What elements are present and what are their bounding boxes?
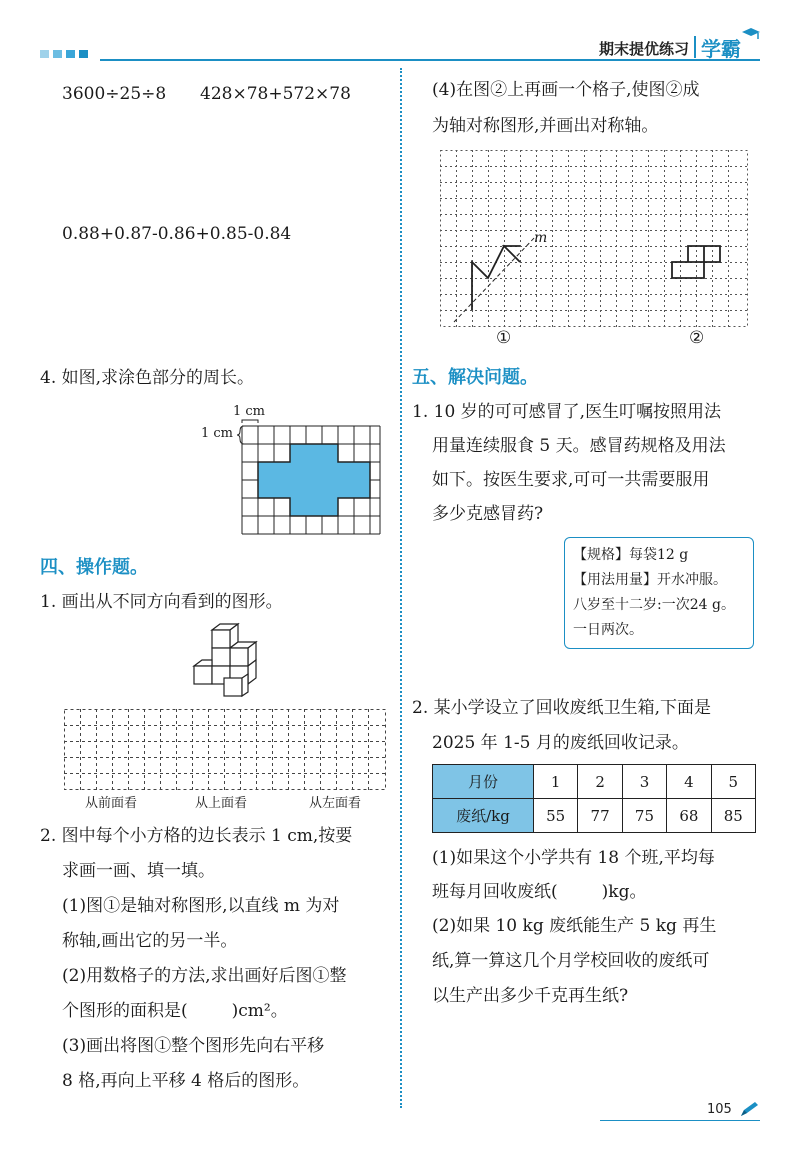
- medicine-dose: 八岁至十二岁:一次24 g。: [573, 597, 735, 613]
- operation-2-part1a: (1)图①是轴对称图形,以直线 m 为对: [62, 896, 340, 916]
- area-question-suffix: )cm²。: [231, 1001, 288, 1021]
- average-question-prefix: 班每月回收废纸(: [432, 882, 558, 902]
- table-header-month: 月份: [433, 765, 534, 799]
- operation-2-part2a: (2)用数格子的方法,求出画好后图①整: [62, 966, 347, 986]
- header-squares-icon: [40, 48, 100, 60]
- calc-expression-3: 0.88+0.87-0.86+0.85-0.84: [62, 224, 292, 244]
- calc-expression-2: 428×78+572×78: [200, 84, 351, 104]
- problem-2-part2b: 纸,算一算这几个月学校回收的废纸可: [432, 951, 710, 971]
- medicine-usage: 【用法用量】开水冲服。: [573, 572, 727, 588]
- question-4-part4b: 为轴对称图形,并画出对称轴。: [432, 116, 659, 136]
- line-m-label: m: [534, 230, 548, 246]
- shaded-cross-figure: [235, 412, 385, 538]
- page-number: 105: [707, 1102, 732, 1117]
- table-cell: 68: [667, 799, 711, 833]
- problem-2-line1: 2. 某小学设立了回收废纸卫生箱,下面是: [412, 698, 712, 718]
- problem-1-line1: 1. 10 岁的可可感冒了,医生叮嘱按照用法: [412, 402, 722, 422]
- view-drawing-grid: [64, 709, 386, 791]
- operation-2-part3b: 8 格,再向上平移 4 格后的图形。: [62, 1071, 310, 1091]
- operation-2-line2: 求画一画、填一填。: [62, 861, 215, 881]
- question-4-part4a: (4)在图②上再画一个格子,使图②成: [432, 80, 700, 100]
- operation-2-part2b: [62, 995, 288, 1027]
- table-cell: 77: [578, 799, 622, 833]
- operation-2-part3a: (3)画出将图①整个图形先向右平移: [62, 1036, 325, 1056]
- table-cell: 55: [534, 799, 578, 833]
- problem-2-part1a: (1)如果这个小学共有 18 个班,平均每: [432, 848, 715, 868]
- label-1cm-side: 1 cm: [201, 426, 234, 441]
- operation-2-line1: 2. 图中每个小方格的边长表示 1 cm,按要: [40, 826, 353, 846]
- header-divider: [694, 36, 696, 58]
- medicine-spec: 【规格】每袋12 g: [573, 547, 689, 563]
- brand-logo: 学霸: [701, 37, 741, 61]
- problem-1-line3: 如下。按医生要求,可可一共需要服用: [432, 470, 710, 490]
- header-decor: [40, 45, 100, 64]
- pencil-icon: [738, 1100, 760, 1118]
- section-4-title: 四、操作题。: [40, 557, 148, 578]
- table-cell: 1: [534, 765, 578, 799]
- label-top-view: 从上面看: [195, 796, 248, 811]
- average-question-suffix: )kg。: [601, 882, 647, 902]
- figure-2-label: ②: [689, 328, 705, 348]
- label-left-view: 从左面看: [309, 796, 362, 811]
- table-row: [433, 765, 756, 799]
- question-4: 4. 如图,求涂色部分的周长。: [40, 368, 255, 388]
- medicine-info-box: [564, 537, 754, 649]
- problem-2-part1b: [432, 876, 646, 908]
- problem-1-line4: 多少克感冒药?: [432, 504, 544, 524]
- medicine-frequency: 一日两次。: [573, 622, 643, 638]
- problem-2-line2: 2025 年 1-5 月的废纸回收记录。: [432, 733, 689, 753]
- area-question-prefix: 个图形的面积是(: [62, 1001, 188, 1021]
- problem-2-part2a: (2)如果 10 kg 废纸能生产 5 kg 再生: [432, 916, 717, 936]
- paper-recycling-table: [432, 764, 756, 833]
- table-cell: 4: [667, 765, 711, 799]
- table-row: [433, 799, 756, 833]
- graduation-cap-icon: [740, 26, 762, 42]
- book-title: 期末提优练习: [599, 40, 690, 58]
- label-1cm-top: 1 cm: [233, 404, 266, 419]
- table-header-paper: 废纸/kg: [433, 799, 534, 833]
- operation-1: 1. 画出从不同方向看到的图形。: [40, 592, 283, 612]
- footer-rule: [600, 1120, 760, 1121]
- cube-stack-figure: [190, 622, 270, 700]
- problem-1-line2: 用量连续服食 5 天。感冒药规格及用法: [432, 436, 726, 456]
- symmetry-grid-figure: [440, 150, 750, 328]
- table-cell: 2: [578, 765, 622, 799]
- header-rule: [100, 59, 760, 61]
- calc-expression-1: 3600÷25÷8: [62, 84, 167, 104]
- problem-2-part2c: 以生产出多少千克再生纸?: [432, 986, 629, 1006]
- table-cell: 5: [711, 765, 755, 799]
- table-cell: 75: [622, 799, 666, 833]
- table-cell: 85: [711, 799, 755, 833]
- section-5-title: 五、解决问题。: [412, 367, 538, 388]
- operation-2-part1b: 称轴,画出它的另一半。: [62, 931, 238, 951]
- label-front-view: 从前面看: [85, 796, 138, 811]
- table-cell: 3: [622, 765, 666, 799]
- figure-1-label: ①: [496, 328, 512, 348]
- column-divider: [400, 68, 402, 1108]
